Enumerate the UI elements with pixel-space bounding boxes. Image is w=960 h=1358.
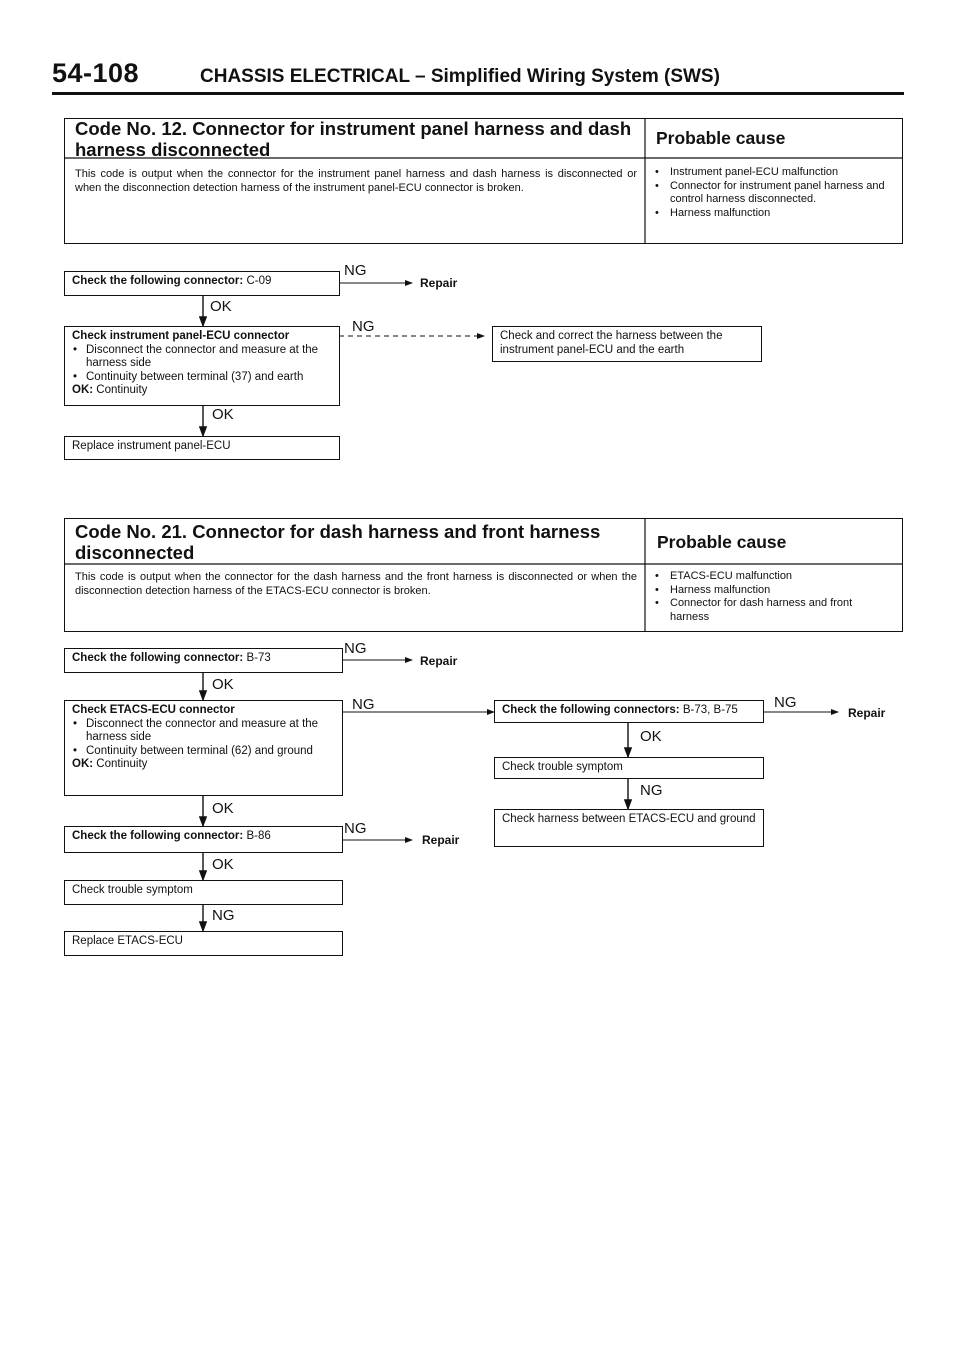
code21-description: This code is output when the connector for the dash harness and the front harness is disconnected or when the disconnection detection harness of the ETACS-ECU connector is broken. — [75, 571, 637, 597]
code21-ok-label-2: OK — [212, 800, 234, 817]
code12-ng-label-1: NG — [344, 262, 367, 279]
code12-ng-action: Check and correct the harness between the instrument panel-ECU and the earth — [492, 326, 762, 362]
page-number: 54-108 — [52, 58, 140, 88]
page-title: CHASSIS ELECTRICAL – Simplified Wiring System (SWS) — [200, 66, 720, 87]
code21-repair-right: Repair — [848, 706, 886, 720]
code12-title — [75, 118, 640, 160]
code12-probable-cause-heading: Probable cause — [656, 128, 786, 148]
code21-right1-value: B-73, B-75 — [682, 704, 738, 716]
code21-ng-label-right: NG — [774, 694, 797, 711]
code21-cause-item: • ETACS-ECU malfunction — [652, 570, 894, 584]
code21-step-check-etacs-connector — [64, 700, 343, 796]
code12-cause-item: • Harness malfunction — [652, 207, 894, 221]
code12-step1-value: C-09 — [246, 275, 272, 287]
code12-step-replace-ecu: Replace instrument panel-ECU — [64, 436, 340, 460]
code21-step2-bullet2: • Continuity between terminal (62) and ground — [72, 745, 335, 759]
code21-right-check-harness: Check harness between ETACS-ECU and ground — [494, 809, 764, 847]
code12-ng-label-2: NG — [352, 318, 375, 335]
code21-cause-item: • Connector for dash harness and front harness — [652, 597, 894, 624]
code12-ok-label-1: OK — [210, 298, 232, 315]
code12-step2-ok-value: Continuity — [96, 384, 148, 396]
code12-step-check-ecu-connector — [64, 326, 340, 406]
code21-step2-bullet1: • Disconnect the connector and measure at the harness side — [72, 718, 335, 745]
code12-step2-bullet2: • Continuity between terminal (37) and earth — [72, 371, 332, 385]
code21-title — [75, 521, 640, 563]
code21-repair-1: Repair — [420, 654, 458, 668]
code21-repair-3: Repair — [422, 833, 460, 847]
code21-causes — [652, 570, 894, 624]
code21-right1-label: Check the following connectors: — [502, 704, 680, 716]
code21-step-check-connector — [64, 648, 343, 673]
code21-ok-label-1: OK — [212, 676, 234, 693]
code12-causes — [652, 166, 894, 220]
code21-title-line1: Code No. 21. Connector for dash harness and front harness — [75, 521, 601, 542]
code21-ok-label-right: OK — [640, 728, 662, 745]
code12-title-line2: harness disconnected — [75, 139, 271, 160]
code12-step-check-connector — [64, 271, 340, 296]
code21-ng-label-3: NG — [344, 820, 367, 837]
code21-step-check-trouble-symptom: Check trouble symptom — [64, 880, 343, 905]
code21-cause-item: • Harness malfunction — [652, 584, 894, 598]
code12-title-line1: Code No. 12. Connector for instrument panel harness and dash — [75, 118, 632, 139]
code21-ng-label-1: NG — [344, 640, 367, 657]
code12-repair-1: Repair — [420, 276, 458, 290]
code21-step3-value: B-86 — [246, 830, 271, 842]
code21-step-replace-etacs: Replace ETACS-ECU — [64, 931, 343, 956]
code21-ng-label-4: NG — [212, 907, 235, 924]
code21-probable-cause-heading: Probable cause — [657, 532, 787, 552]
code21-ng-label-right-2: NG — [640, 782, 663, 799]
code12-description: This code is output when the connector for the instrument panel harness and dash harness is disconnected or when the disconnection detection harness of the instrument panel-ECU connector is broken. — [75, 168, 637, 194]
code21-step3-label: Check the following connector: — [72, 830, 244, 842]
code12-step1-label: Check the following connector: — [72, 275, 244, 287]
code21-title-line2: disconnected — [75, 542, 195, 563]
code21-step2-ok-label: OK: — [72, 758, 94, 770]
code12-step2-bullet1: • Disconnect the connector and measure at the harness side — [72, 344, 332, 371]
code21-ok-label-3: OK — [212, 856, 234, 873]
code21-right-check-connectors — [494, 700, 764, 723]
code21-step1-label: Check the following connector: — [72, 652, 244, 664]
code12-cause-item: • Instrument panel-ECU malfunction — [652, 166, 894, 180]
code21-step2-title: Check ETACS-ECU connector — [72, 704, 235, 716]
code21-step2-ok-value: Continuity — [96, 758, 148, 770]
code12-cause-item: • Connector for instrument panel harness and control harness disconnected. — [652, 180, 894, 207]
code12-step2-ok-label: OK: — [72, 384, 94, 396]
code21-step-check-b86 — [64, 826, 343, 853]
code12-ok-label-2: OK — [212, 406, 234, 423]
code12-step2-title: Check instrument panel-ECU connector — [72, 330, 290, 342]
code21-right-check-trouble-symptom: Check trouble symptom — [494, 757, 764, 779]
code21-ng-label-2: NG — [352, 696, 375, 713]
code21-step1-value: B-73 — [246, 652, 271, 664]
